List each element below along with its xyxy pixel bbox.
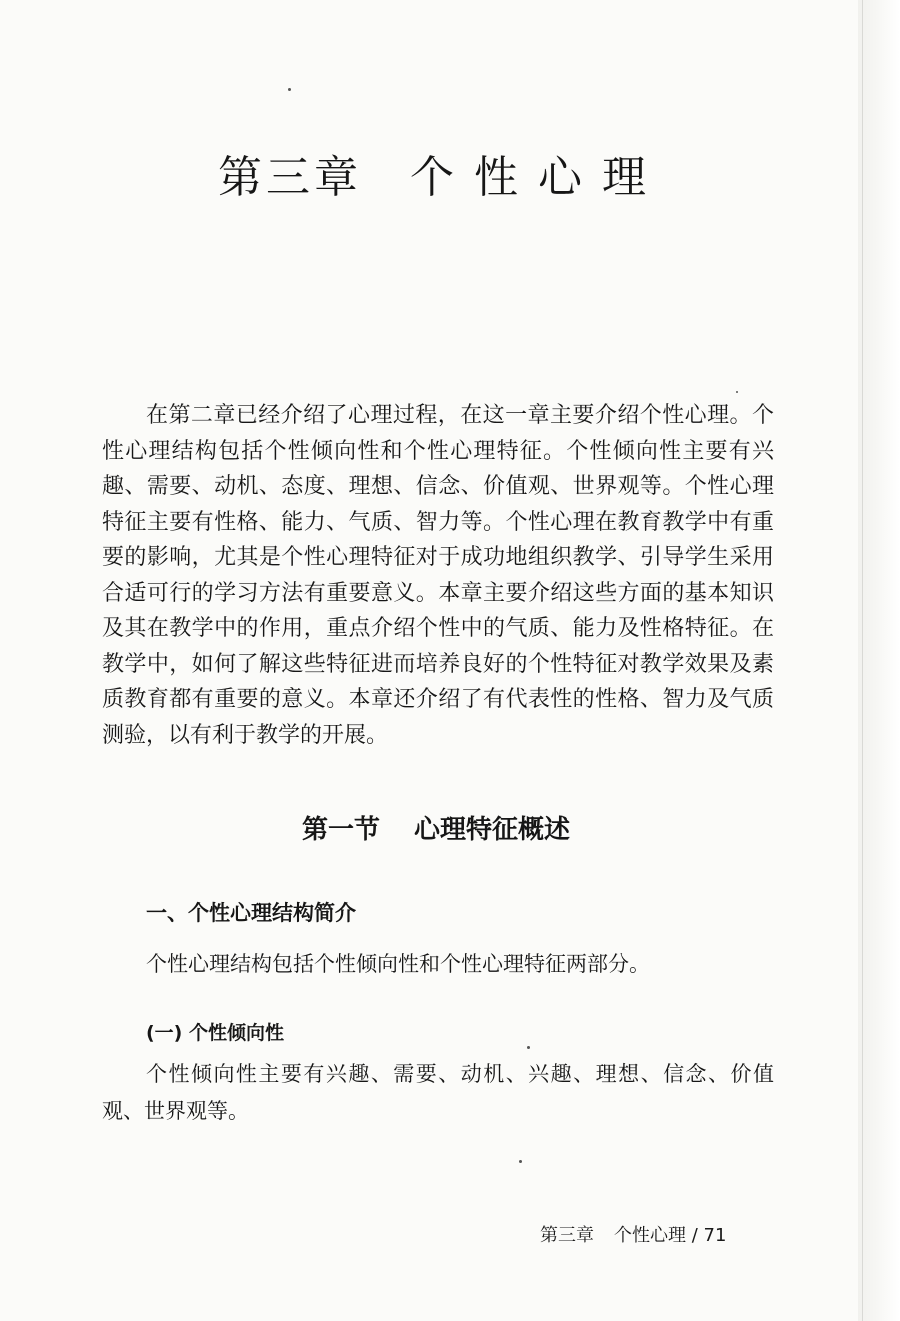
page-number: 71: [703, 1225, 727, 1246]
scan-speck: [736, 391, 738, 393]
footer-title: 个性心理: [614, 1225, 686, 1246]
scan-speck: [527, 1046, 530, 1049]
subsubsection-paragraph: 个性倾向性主要有兴趣、需要、动机、兴趣、理想、信念、价值观、世界观等。: [102, 1062, 774, 1123]
scan-speck: [519, 1160, 522, 1163]
running-footer: [540, 1222, 726, 1250]
chapter-name: 个性心理: [410, 152, 666, 203]
scan-speck: [288, 88, 291, 91]
subsubsection-title: (一) 个性倾向性: [146, 1022, 284, 1044]
chapter-label: 第三章: [218, 152, 362, 203]
section-name: 心理特征概述: [414, 815, 571, 845]
subsection-title: 一、个性心理结构简介: [146, 901, 356, 925]
chapter-title: [0, 148, 884, 208]
section-title: [0, 812, 872, 848]
chapter-intro-paragraph: 在第二章已经介绍了心理过程，在这一章主要介绍个性心理。个性心理结构包括个性倾向性和个性心理特征。个性倾向性主要有兴趣、需要、动机、态度、理想、信念、价值观、世界观等。个性心理特征主要有性格、能力、气质、智力等。个性心理在教育教学中有重要的影响，尤其是个性心理特征对于成功地组织教学、引导学生采用合适可行的学习方法有重要意义。本章主要介绍这些方面的基本知识及其在教学中的作用，重点介绍个性中的气质、能力及性格特征。在教学中，如何了解这些特征进而培养良好的个性特征对教学效果及素质教育都有重要的意义。本章还介绍了有代表性的性格、智力及气质测验，以有利于教学的开展。: [102, 403, 774, 748]
footer-chapter: 第三章: [540, 1225, 594, 1246]
footer-separator: /: [691, 1225, 698, 1246]
subsection-paragraph: 个性心理结构包括个性倾向性和个性心理特征两部分。: [146, 952, 650, 976]
section-label: 第一节: [301, 815, 380, 845]
